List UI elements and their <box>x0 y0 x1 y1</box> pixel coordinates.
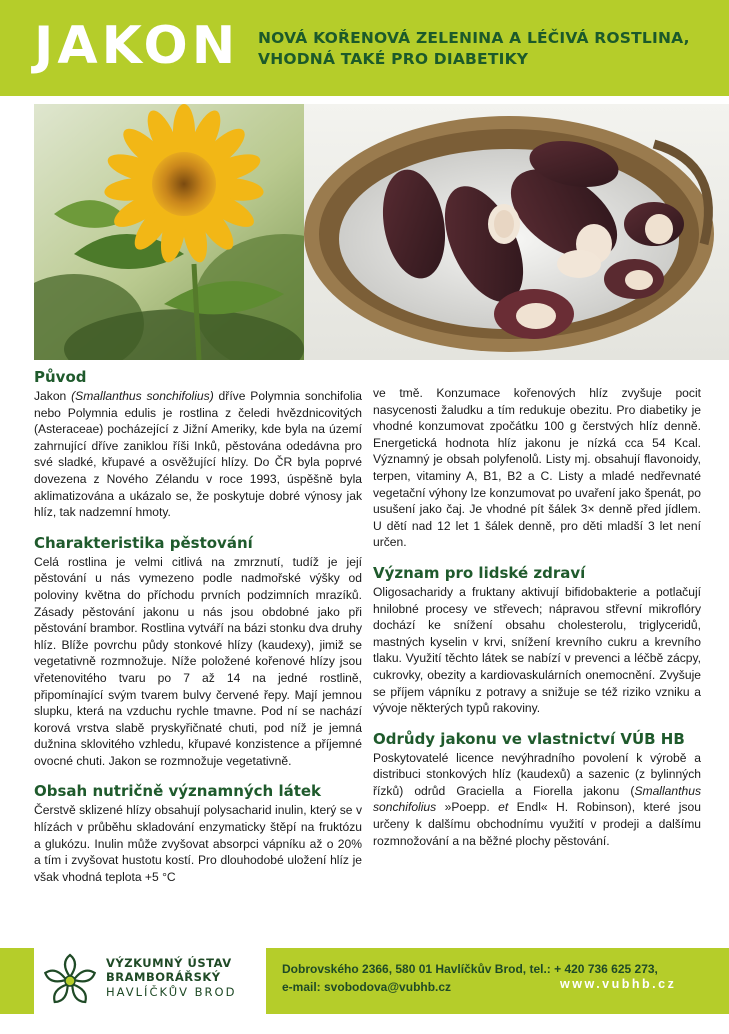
heading-vyznam: Význam pro lidské zdraví <box>373 563 586 582</box>
heading-obsah: Obsah nutričně významných látek <box>34 782 322 801</box>
text-column-left <box>34 364 362 885</box>
institute-logo-text <box>106 956 236 1000</box>
text-obsah-continued: ve tmě. Konzumace kořenových hlíz zvyšuje pocit nasycenosti žaludku a tím redukuje obezitu. Pro diabetiky je vhodné konzumovat zpočátku 100 g čerstvých hlíz denně. Energetická hodnota hlíz jakonu je nízká cca 54 Kcal. Významný je obsah polyfenolů. Listy mj. obsahují flavonoidy, terpen, vitaminy A, B1, B2 a C. Listy a mladé nedřevnaté vegetační výhony lze konzumovat po uvaření jako špenát, po usušení jako čaj. Je vhodné pít šálek 3× denně před jídlem. U dětí nad 12 let 1 šálek denně, pro děti mladší 3 let není určen. <box>373 386 701 550</box>
heading-puvod: Původ <box>34 368 87 386</box>
hero-photo-illustration <box>34 104 729 360</box>
bottom-margin <box>0 1014 729 1034</box>
logo-line-1: VÝZKUMNÝ ÚSTAV <box>106 956 232 970</box>
potato-flower-logo-icon <box>40 951 100 1011</box>
text-puvod: Jakon (Smallanthus sonchifolius) dříve Polymnia sonchifolia nebo Polymnia edulis je rostlina z čeledi hvězdnicovitých (Asteraceae) pocházející z Jižní Ameriky, kde byla na území zahrnující dříve zaniklou říši Inků, pěstována odedávna pro své sladké, křupavé a osvěžující hlízy. Do ČR byla poprvé dovezena z Nového Zélandu v roce 1993, úspěšně byla aklimatizována a ukázalo se, že poskytuje dobré výnosy jak hlíz, tak nadzemní hmoty. <box>34 389 362 520</box>
text-column-right <box>373 385 701 849</box>
subtitle-line-2: VHODNÁ TAKÉ PRO DIABETIKY <box>258 50 529 68</box>
footer-website-link[interactable]: www.vubhb.cz <box>560 977 677 991</box>
logo-line-2: BRAMBORÁŘSKÝ <box>106 970 221 984</box>
text-vyznam: Oligosacharidy a fruktany aktivují bifidobakterie a potlačují hnilobné procesy ve střevech; nápravou střevní mikroflóry dochází ke snížení obsahu cholesterolu, triglyceridů, mastných kyselin v krvi, snížení krevního cukru a krevního tlaku. Využití těchto látek se nabízí v prevenci a léčbě zácpy, cukrovky, obezity a kardiovaskulárních onemocnění. Zvyšuje se příjem vápníku z potravy a snižuje se též riziko vzniku a vývoje některých typů rakoviny. <box>373 584 701 716</box>
footer-address: Dobrovského 2366, 580 01 Havlíčkův Brod, tel.: + 420 736 625 273, <box>282 962 658 976</box>
text-odrudy: Poskytovatelé licence nevýhradního povolení k výrobě a distribuci stonkových hlíz (kaudexů) a sazenic (z bylinných řízků) odrůd Graciella a Fiorella jakonu (Smallanthus sonchifolius »Poepp. et Endl« H. Robinson), které jsou určeny k dalšímu obchodnímu využití v prodeji a dalšímu rozmnožování a na běžné plochy pěstování. <box>373 750 701 848</box>
page-title: JAKON <box>34 16 240 76</box>
text-charakteristika: Celá rostlina je velmi citlivá na zmrznutí, tudíž je její pěstování u nás vymezeno podle nadmořské výšky od poloviny května do příchodu prvních podzimních mrazíků. Zásady pěstování jakonu u nás jsou obdobné jako při pěstování brambor. Rostlina vytváří na bázi stonku dva druhy hlíz. Blíže povrchu půdy stonkové hlízy (kaudexy), jimiž se vegetativně rozmnožuje. Níže položené kořenové hlízy jsou vřetenovitého tvaru po 7 až 14 na jedné rostlině, připomínající svým tvarem bulvy červené řepy. Mají jemnou slupku, která na vzduchu rychle tmavne. Pod ní se nachází korová vrstva slabě pryskyřičnaté chuti, pod níž je jemná dužnina sklovitého vzhledu, křupavé konzistence a příjemné ovocné chuti. Jakon se rozmnožuje vegetativně. <box>34 554 362 768</box>
page-subtitle <box>258 28 690 70</box>
subtitle-line-1: NOVÁ KOŘENOVÁ ZELENINA A LÉČIVÁ ROSTLINA, <box>258 29 690 47</box>
logo-line-3: HAVLÍČKŮV BROD <box>106 985 237 999</box>
heading-odrudy: Odrůdy jakonu ve vlastnictví VÚB HB <box>373 729 685 748</box>
heading-charakteristika: Charakteristika pěstování <box>34 533 253 552</box>
hero-photo <box>34 104 729 360</box>
footer-email[interactable]: e-mail: svobodova@vubhb.cz <box>282 980 452 994</box>
text-obsah: Čerstvě sklizené hlízy obsahují polysacharid inulin, který se v hlízách v průběhu skladování enzymaticky štěpí na fruktózu a glukózu. Inulin může zvyšovat absorpci vápníku až o 20% a tím i zvyšovat hustotu kostí. Pro dlouhodobé uložení hlíz je však vhodná teplota +5 °C <box>34 803 362 884</box>
